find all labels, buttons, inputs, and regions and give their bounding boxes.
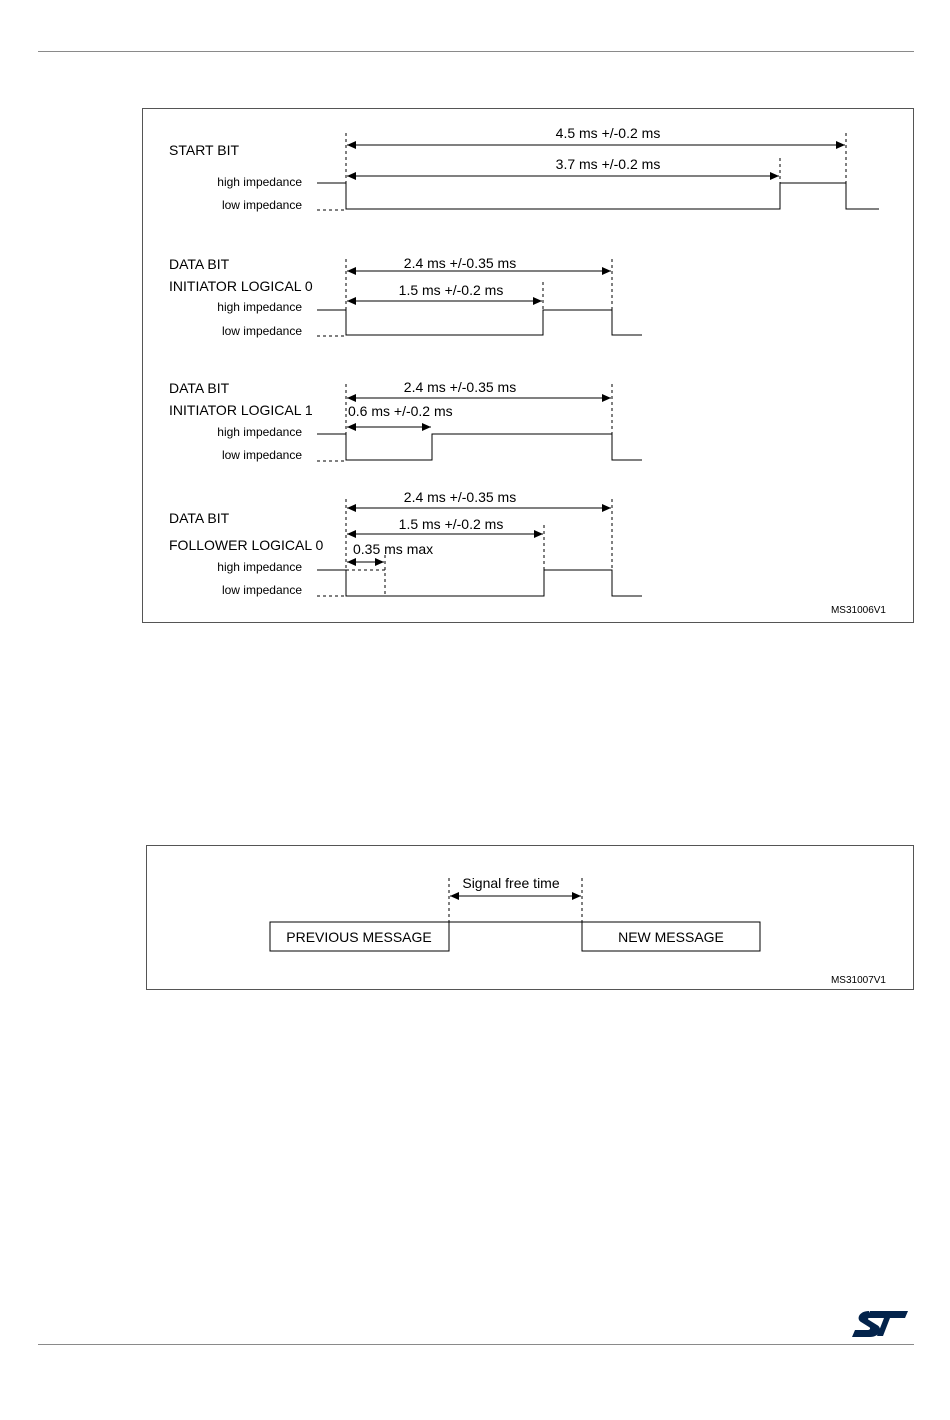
section-subtitle: INITIATOR LOGICAL 0: [169, 278, 313, 294]
start-bit-section: [169, 125, 879, 212]
dimension-label: 1.5 ms +/-0.2 ms: [398, 282, 504, 298]
low-impedance-label: low impedance: [221, 448, 302, 462]
bit-timing-diagram: [143, 109, 915, 624]
initiator-logical-1-section: [169, 379, 642, 462]
dimension-label: 4.5 ms +/-0.2 ms: [555, 125, 661, 141]
dimension-label: 2.4 ms +/-0.35 ms: [403, 255, 517, 271]
initiator-logical-0-section: [169, 255, 642, 338]
section-title: DATA BIT: [169, 380, 230, 396]
section-title: DATA BIT: [169, 510, 230, 526]
high-impedance-label: high impedance: [217, 175, 302, 189]
new-message-label: NEW MESSAGE: [618, 929, 724, 945]
high-impedance-label: high impedance: [217, 560, 302, 574]
start-bit-waveform: [346, 183, 879, 209]
section-subtitle: FOLLOWER LOGICAL 0: [169, 537, 324, 553]
low-impedance-label: low impedance: [221, 324, 302, 338]
footer-rule: [38, 1344, 914, 1345]
initiator-0-waveform: [346, 310, 642, 335]
section-subtitle: INITIATOR LOGICAL 1: [169, 402, 313, 418]
dimension-label: 0.6 ms +/-0.2 ms: [348, 403, 453, 419]
dimension-label: 2.4 ms +/-0.35 ms: [403, 379, 517, 395]
dimension-label: 0.35 ms max: [353, 541, 434, 557]
previous-message-label: PREVIOUS MESSAGE: [286, 929, 432, 945]
signal-free-time-diagram: [147, 846, 915, 991]
high-impedance-label: high impedance: [217, 300, 302, 314]
dimension-label: 1.5 ms +/-0.2 ms: [398, 516, 504, 532]
signal-free-time-label: Signal free time: [462, 875, 560, 891]
low-impedance-label: low impedance: [221, 198, 302, 212]
figure-code: MS31007V1: [830, 975, 886, 986]
figure-code: MS31006V1: [830, 605, 886, 616]
initiator-1-waveform: [346, 434, 642, 460]
high-impedance-label: high impedance: [217, 425, 302, 439]
follower-optional-high: [346, 570, 385, 596]
section-title: DATA BIT: [169, 256, 230, 272]
section-title: START BIT: [169, 142, 240, 158]
follower-logical-0-section: [169, 489, 642, 597]
dimension-label: 3.7 ms +/-0.2 ms: [555, 156, 661, 172]
header-rule: [38, 51, 914, 52]
follower-0-waveform: [346, 570, 642, 596]
signal-free-time-figure: [146, 845, 914, 990]
dimension-label: 2.4 ms +/-0.35 ms: [403, 489, 517, 505]
bit-timing-figure: [142, 108, 914, 623]
st-logo-icon: [850, 1306, 914, 1342]
low-impedance-label: low impedance: [221, 583, 302, 597]
